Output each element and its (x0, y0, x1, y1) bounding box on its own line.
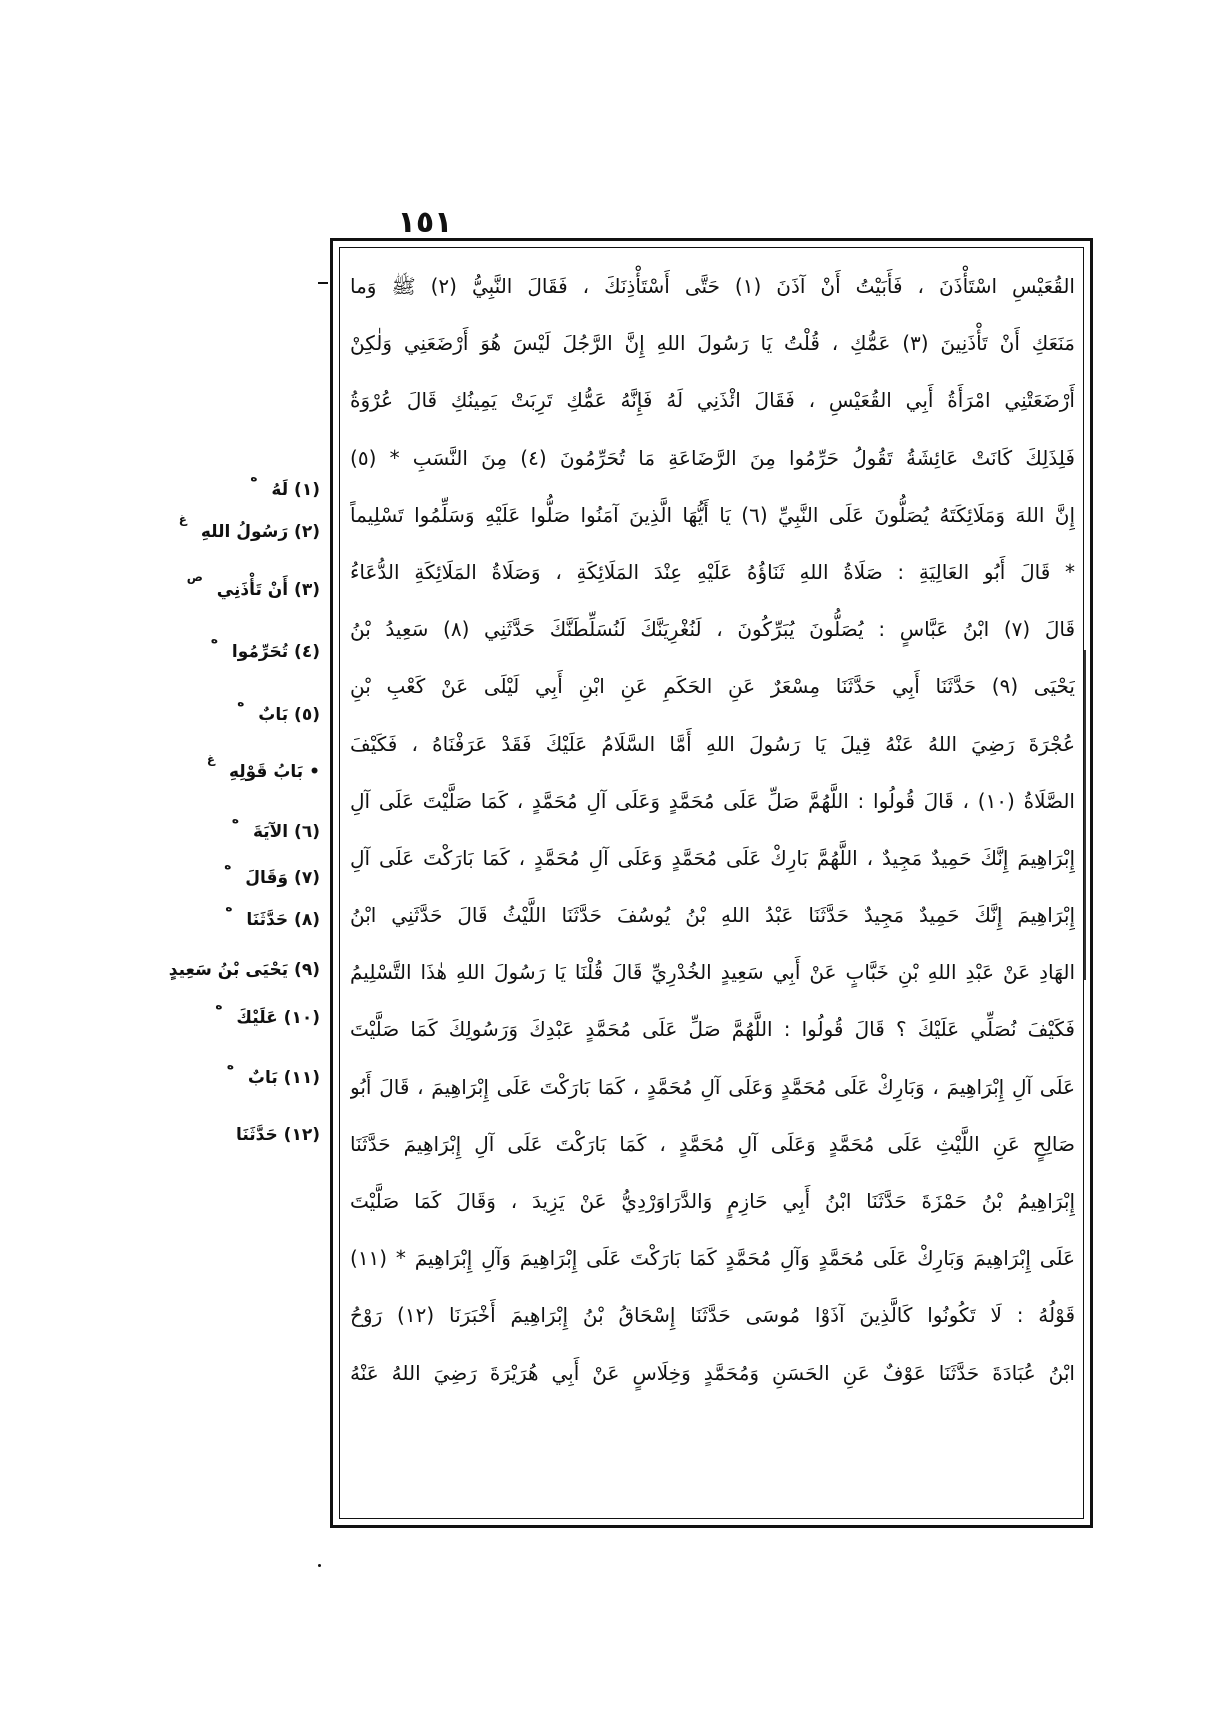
margin-note-text: أَنْ تَأْذَنِي (216, 580, 289, 600)
margin-note-number: (٢) (294, 522, 320, 542)
margin-note-text: وَقَالَ (245, 868, 289, 888)
margin-note-mark: ه (210, 632, 218, 646)
margin-note (150, 570, 320, 600)
margin-note (150, 752, 320, 782)
margin-note (150, 998, 320, 1028)
margin-note (150, 695, 320, 725)
text-line: ابْنُ عُبَادَةَ حَدَّثَنَا عَوْفٌ عَنِ الحَسَنِ وَمُحَمَّدٍ وَخِلَاسٍ عَنْ أَبِي هُرَيْرَةَ رَضِيَ اللهُ عَنْهُ (350, 1360, 1075, 1385)
margin-note-text: حَدَّثَنَا (246, 910, 289, 930)
margin-note-number: (٣) (294, 580, 320, 600)
margin-note-text: رَسُولُ اللهِ (200, 522, 289, 542)
margin-note-number: (٤) (294, 642, 320, 662)
margin-note (150, 812, 320, 842)
margin-note-mark: ه (224, 858, 232, 872)
margin-dash (318, 282, 328, 284)
margin-note-mark: ص (186, 570, 203, 584)
frame-side-rule (1084, 650, 1086, 980)
text-line: عَلَى آلِ إِبْرَاهِيمَ ، وَبَارِكْ عَلَى مُحَمَّدٍ وَعَلَى آلِ مُحَمَّدٍ ، كَمَا بَارَكْتَ عَلَى إِبْرَاهِيمَ ، قَالَ أَبُو (350, 1074, 1075, 1099)
margin-note (150, 1125, 320, 1145)
text-line: إِبْرَاهِيمَ إِنَّكَ حَمِيدٌ مَجِيدٌ حَدَّثَنَا عَبْدُ اللهِ بْنُ يُوسُفَ حَدَّثَنَا اللَّيْثُ قَالَ حَدَّثَنِي ابْنُ (350, 903, 1075, 928)
text-line: الهَادِ عَنْ عَبْدِ اللهِ بْنِ خَبَّابٍ عَنْ أَبِي سَعِيدٍ الخُدْرِيِّ قَالَ قُلْنَا يَا رَسُولَ اللهِ هٰذَا التَّسْلِيمُ (350, 960, 1075, 985)
text-line: إِبْرَاهِيمَ إِنَّكَ حَمِيدٌ مَجِيدٌ ، اللَّهُمَّ بَارِكْ عَلَى مُحَمَّدٍ وَعَلَى آلِ مُحَمَّدٍ ، كَمَا بَارَكْتَ عَلَى آلِ (350, 845, 1075, 870)
margin-note-text: عَلَيْكَ (236, 1008, 278, 1028)
margin-note-number: (١) (294, 480, 320, 500)
margin-note-mark: غ (206, 752, 216, 766)
text-line: إِبْرَاهِيمُ بْنُ حَمْزَةَ حَدَّثَنَا ابْنُ أَبِي حَازِمٍ وَالدَّرَاوَرْدِيُّ عَنْ يَزِيدَ ، وَقَالَ كَمَا صَلَّيْتَ (350, 1189, 1075, 1213)
margin-note-number: (٦) (294, 822, 320, 842)
margin-note (150, 470, 320, 500)
text-line: الصَّلَاةُ (١٠) ، قَالَ قُولُوا : اللَّهُمَّ صَلِّ عَلَى مُحَمَّدٍ وَعَلَى آلِ مُحَمَّدٍ ، كَمَا صَلَّيْتَ عَلَى آلِ (350, 788, 1075, 813)
text-line: فَلِذَلِكَ كَانَتْ عَائِشَةُ تَقُولُ حَرِّمُوا مِنَ الرَّضَاعَةِ مَا تُحَرِّمُونَ (٤) مِنَ النَّسَبِ * (٥) (350, 445, 1075, 470)
margin-note (150, 1058, 320, 1088)
margin-note-text: لَهُ (271, 480, 289, 500)
text-line: * قَالَ أَبُو العَالِيَةِ : صَلَاةُ اللهِ ثَنَاؤُهُ عَلَيْهِ عِنْدَ المَلَائِكَةِ ، وَصَلَاةُ المَلَائِكَةِ الدُّعَاءُ (350, 559, 1075, 584)
text-line: أَرْضَعَتْنِي امْرَأَةُ أَبِي القُعَيْسِ ، فَقَالَ ائْذَنِي لَهُ فَإِنَّهُ عَمُّكِ تَرِبَتْ يَمِينُكِ قَالَ عُرْوَةُ (350, 388, 1075, 413)
margin-note-mark: ه (231, 812, 240, 826)
text-line: عَلَى إِبْرَاهِيمَ وَبَارِكْ عَلَى مُحَمَّدٍ وَآلِ مُحَمَّدٍ كَمَا بَارَكْتَ عَلَى إِبْرَاهِيمَ وَآلِ إِبْرَاهِيمَ * (١١) (350, 1246, 1075, 1271)
text-line: صَالِحٍ عَنِ اللَّيْثِ عَلَى مُحَمَّدٍ وَعَلَى آلِ مُحَمَّدٍ ، كَمَا بَارَكْتَ عَلَى آلِ إِبْرَاهِيمَ حَدَّثَنَا (350, 1131, 1075, 1156)
margin-note-mark: غ (178, 512, 187, 526)
margin-note-number: • (309, 762, 320, 782)
margin-note-number: (٨) (294, 910, 320, 930)
margin-note-text: تُحَرِّمُوا (231, 642, 289, 662)
margin-note-text: بَابُ قَوْلِهِ (228, 762, 304, 782)
margin-note-mark: ه (250, 470, 258, 484)
margin-note-text: حَدَّثَنَا (235, 1125, 278, 1145)
margin-note-mark: ه (226, 1058, 234, 1072)
text-line: مَنَعَكِ أَنْ تَأْذَنِينَ (٣) عَمُّكِ ، قُلْتُ يَا رَسُولَ اللهِ إِنَّ الرَّجُلَ لَيْسَ هُوَ أَرْضَعَنِي وَلٰكِنْ (350, 331, 1075, 356)
margin-note-number: (١٢) (283, 1125, 320, 1145)
margin-note-number: (٩) (294, 960, 320, 980)
text-line: فَكَيْفَ نُصَلِّي عَلَيْكَ ؟ قَالَ قُولُوا : اللَّهُمَّ صَلِّ عَلَى مُحَمَّدٍ عَبْدِكَ وَرَسُولِكَ كَمَا صَلَّيْتَ (350, 1017, 1075, 1042)
text-line: القُعَيْسِ اسْتَأْذَنَ ، فَأَبَيْتُ أَنْ آذَنَ (١) حَتَّى أَسْتَأْذِنَكَ ، فَقَالَ النَّبِيُّ (٢) ﷺ وَما (350, 274, 1075, 298)
margin-note-mark: ه (237, 695, 245, 709)
margin-note (150, 960, 320, 980)
margin-note (150, 632, 320, 662)
margin-note-mark: ه (225, 900, 233, 914)
text-line: قَالَ (٧) ابْنُ عَبَّاسٍ : يُصَلُّونَ يُبَرِّكُونَ ، لَنُغْرِيَنَّكَ لَنُسَلِّطَنَّكَ حَدَّثَنِي (٨) سَعِيدُ بْنُ (350, 617, 1075, 642)
margin-note-number: (١١) (283, 1068, 320, 1088)
page-speck (318, 1564, 321, 1567)
margin-note-text: بَابٌ (247, 1068, 278, 1088)
margin-note-number: (١٠) (283, 1008, 320, 1028)
text-line: قَوْلُهُ : لَا تَكُونُوا كَالَّذِينَ آذَوْا مُوسَى حَدَّثَنَا إِسْحَاقُ بْنُ إِبْرَاهِيمَ أَخْبَرَنَا (١٢) رَوْحُ (350, 1303, 1075, 1328)
margin-note-number: (٥) (294, 705, 320, 725)
margin-note-text: بَابٌ (258, 705, 289, 725)
main-text-body (350, 258, 1075, 1402)
page-number: ١٥١ (397, 205, 453, 240)
margin-note (150, 512, 320, 542)
margin-note-number: (٧) (294, 868, 320, 888)
text-line: عُجْرَةَ رَضِيَ اللهُ عَنْهُ قِيلَ يَا رَسُولَ اللهِ أَمَّا السَّلَامُ عَلَيْكَ فَقَدْ عَرَفْنَاهُ ، فَكَيْفَ (350, 731, 1075, 756)
text-line: يَحْيَى (٩) حَدَّثَنَا أَبِي حَدَّثَنَا مِسْعَرٌ عَنِ الحَكَمِ عَنِ ابْنِ أَبِي لَيْلَى عَنْ كَعْبِ بْنِ (350, 674, 1075, 699)
margin-note-mark: ه (215, 998, 223, 1012)
margin-note-text: الآيَةَ (252, 822, 289, 842)
margin-note-text: يَحْيَى بْنُ سَعِيدٍ (168, 960, 289, 980)
margin-note (150, 858, 320, 888)
margin-note (150, 900, 320, 930)
text-line: إِنَّ اللهَ وَمَلَائِكَتَهُ يُصَلُّونَ عَلَى النَّبِيِّ (٦) يَا أَيُّهَا الَّذِينَ آمَنُوا صَلُّوا عَلَيْهِ وَسَلِّمُوا تَسْلِيماً (350, 502, 1075, 527)
